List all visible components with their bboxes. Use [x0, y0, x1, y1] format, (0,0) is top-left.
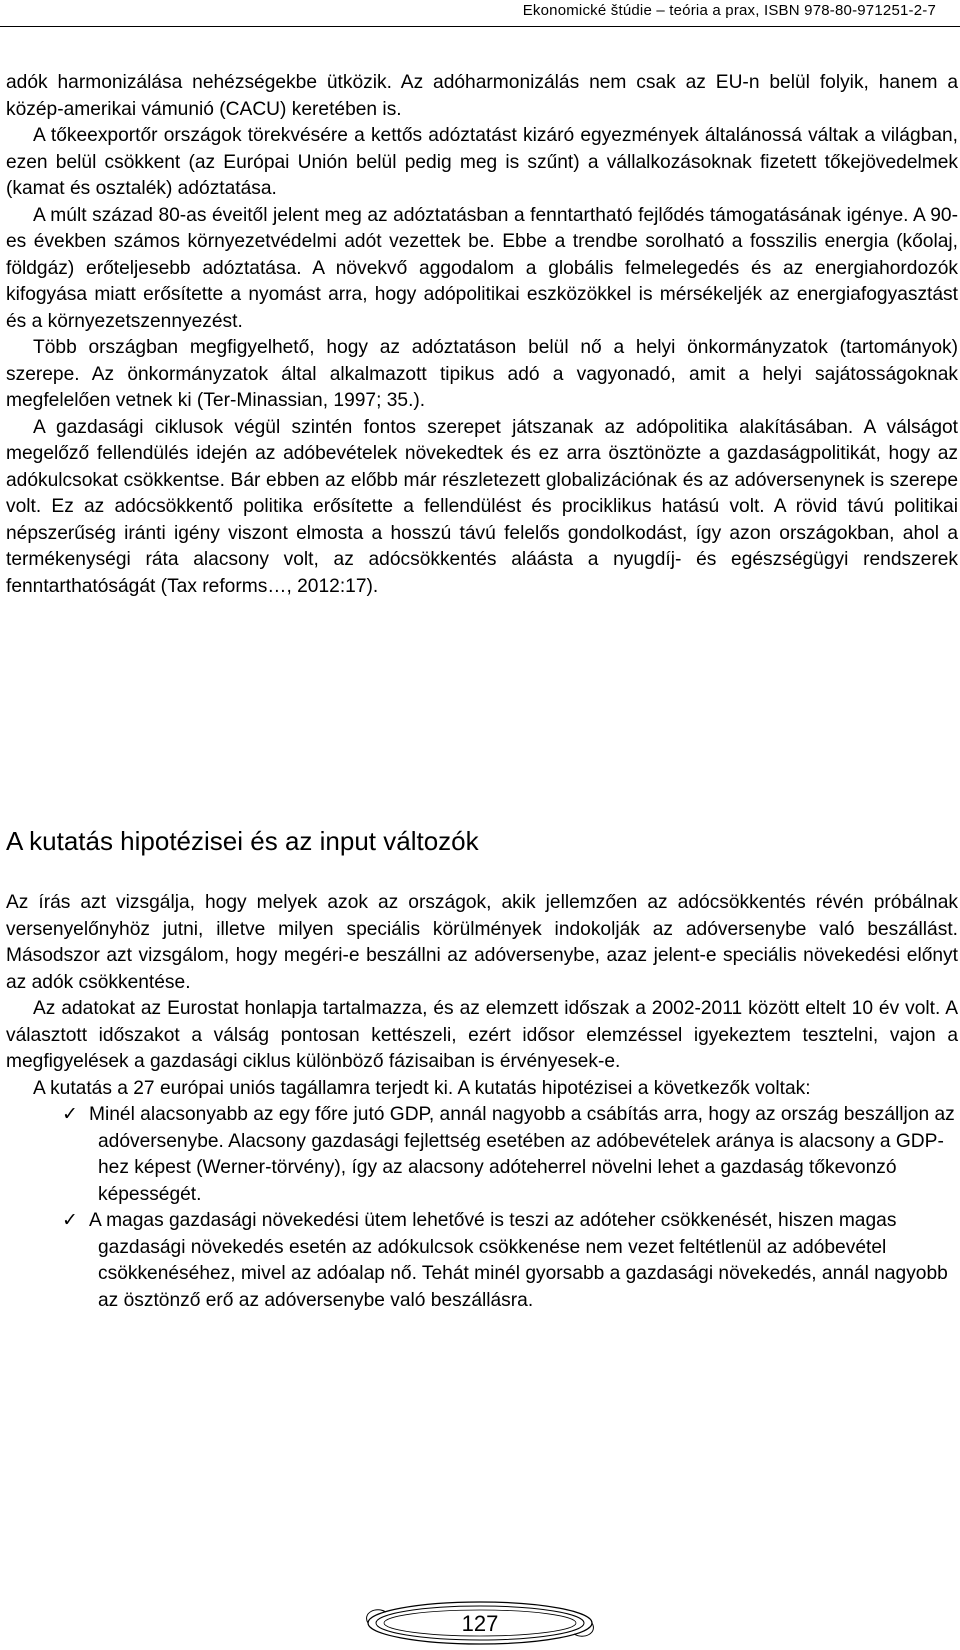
hypothesis-item [6, 1102, 958, 1208]
page-number: 127 [461, 1611, 499, 1636]
paragraph: A gazdasági ciklusok végül szintén fontos szerepet játszanak az adópolitika alakításában. A válságot megelőző fellendülés idején az adóbevételek növekedtek és ez arra ösztönözte a gazdaságpolitikát, hogy az adókulcsokat csökkentse. Bár ebben az előbb már részletezett globalizációnak és az adóversenynek is szerepe volt. Ez az adócsökkentő politika erősítette a fellendülést és prociklikus hatású volt. A rövid távú politikai népszerűség iránti igény viszont elmosta a hosszú távú felelős gondolkodást, így azon országokban, ahol a termékenységi ráta alacsony volt, az adócsökkentés aláásta a nyugdíj- és egészségügyi rendszerek fenntarthatóságát (Tax reforms…, 2012:17). [6, 416, 958, 597]
paragraph: Az adatokat az Eurostat honlapja tartalmazza, és az elemzett időszak a 2002-2011 között eltelt 10 év volt. A választott időszakot a válság pontosan kettészeli, ezért idősor elemzéssel igyekeztem tesztelni, vajon a megfigyelések a gazdasági ciklus különböző fázisaiban is érvényesek-e. [6, 998, 958, 1072]
paragraph: Az írás azt vizsgálja, hogy melyek azok az országok, akik jellemzően az adócsökkentés révén próbálnak versenyelőnyhöz jutni, illetve milyen speciális körülmények indokolják az adóversenybe való beszállást. Másodszor azt vizsgálom, hogy megéri-e beszállni az adóversenybe, azaz jelent-e speciális növekedési előnyt az adók csökkentése. [6, 892, 958, 993]
paragraph: A kutatás a 27 európai uniós tagállamra terjedt ki. A kutatás hipotézisei a következők voltak: [33, 1077, 811, 1099]
hypothesis-item [6, 1208, 958, 1314]
running-header-title: Ekonomické štúdie – teória a prax, ISBN 978-80-971251-2-7 [522, 2, 936, 19]
header-rule [0, 26, 960, 27]
section-heading: A kutatás hipotézisei és az input változók [6, 826, 479, 856]
body-text-top [6, 70, 958, 600]
hypothesis-text: A magas gazdasági növekedési ütem lehetővé is teszi az adóteher csökkenését, hiszen magas gazdasági növekedés esetén az adókulcsok csökkenése nem vezet feltétlenül az adóbevétel csökkenéséhez, mivel az adóalap nő. Tehát minél gyorsabb a gazdasági növekedés, annál nagyobb az ösztönző erő az adóversenybe való beszállásra. [89, 1210, 948, 1311]
checkmark-icon: ✓ [62, 1104, 78, 1125]
paragraph: A tőkeexportőr országok törekvésére a kettős adóztatást kizáró egyezmények általánossá váltak a világban, ezen belül csökkent (az Európai Unión belül pedig meg is szűnt) a vállalkozásoknak fizetett tőkejövedelmek (kamat és osztalék) adóztatása. [6, 125, 958, 199]
paragraph: A múlt század 80-as éveitől jelent meg az adóztatásban a fenntartható fejlődés támogatásának igénye. A 90-es években számos környezetvédelmi adót vezettek be. Ebbe a trendbe sorolható a fosszilis energia (kőolaj, földgáz) erőteljesebb adóztatása. A növekvő aggodalom a globális felmelegedés és az energiahordozók kifogyása miatt erősítette a nyomást arra, hogy adópolitikai eszközökkel is mérsékeljék az energiafogyasztást és a környezetszennyezést. [6, 204, 958, 332]
hypothesis-list [6, 1102, 958, 1314]
paragraph: Több országban megfigyelhető, hogy az adóztatáson belül nő a helyi önkormányzatok (tartományok) szerepe. Az önkormányzatok által alkalmazott tipikus adó a vagyonadó, amit a helyi sajátosságoknak megfelelően vetnek ki (Ter-Minassian, 1997; 35.). [6, 337, 958, 411]
page-footer [360, 1598, 600, 1648]
checkmark-icon: ✓ [62, 1210, 78, 1231]
body-text-section [6, 890, 958, 1314]
hypothesis-text: Minél alacsonyabb az egy főre jutó GDP, annál nagyobb a csábítás arra, hogy az ország beszálljon az adóversenybe. Alacsony gazdasági fejlettség esetében az adóbevételek aránya is alacsony a GDP-hez képest (Werner-törvény), így az alacsony adóteherrel növelni lehet a gazdaság tőkevonzó képességét. [89, 1104, 955, 1205]
paragraph: adók harmonizálása nehézségekbe ütközik. Az adóharmonizálás nem csak az EU-n belül folyik, hanem a közép-amerikai vámunió (CACU) keretében is. [6, 72, 958, 120]
running-header [0, 2, 960, 19]
